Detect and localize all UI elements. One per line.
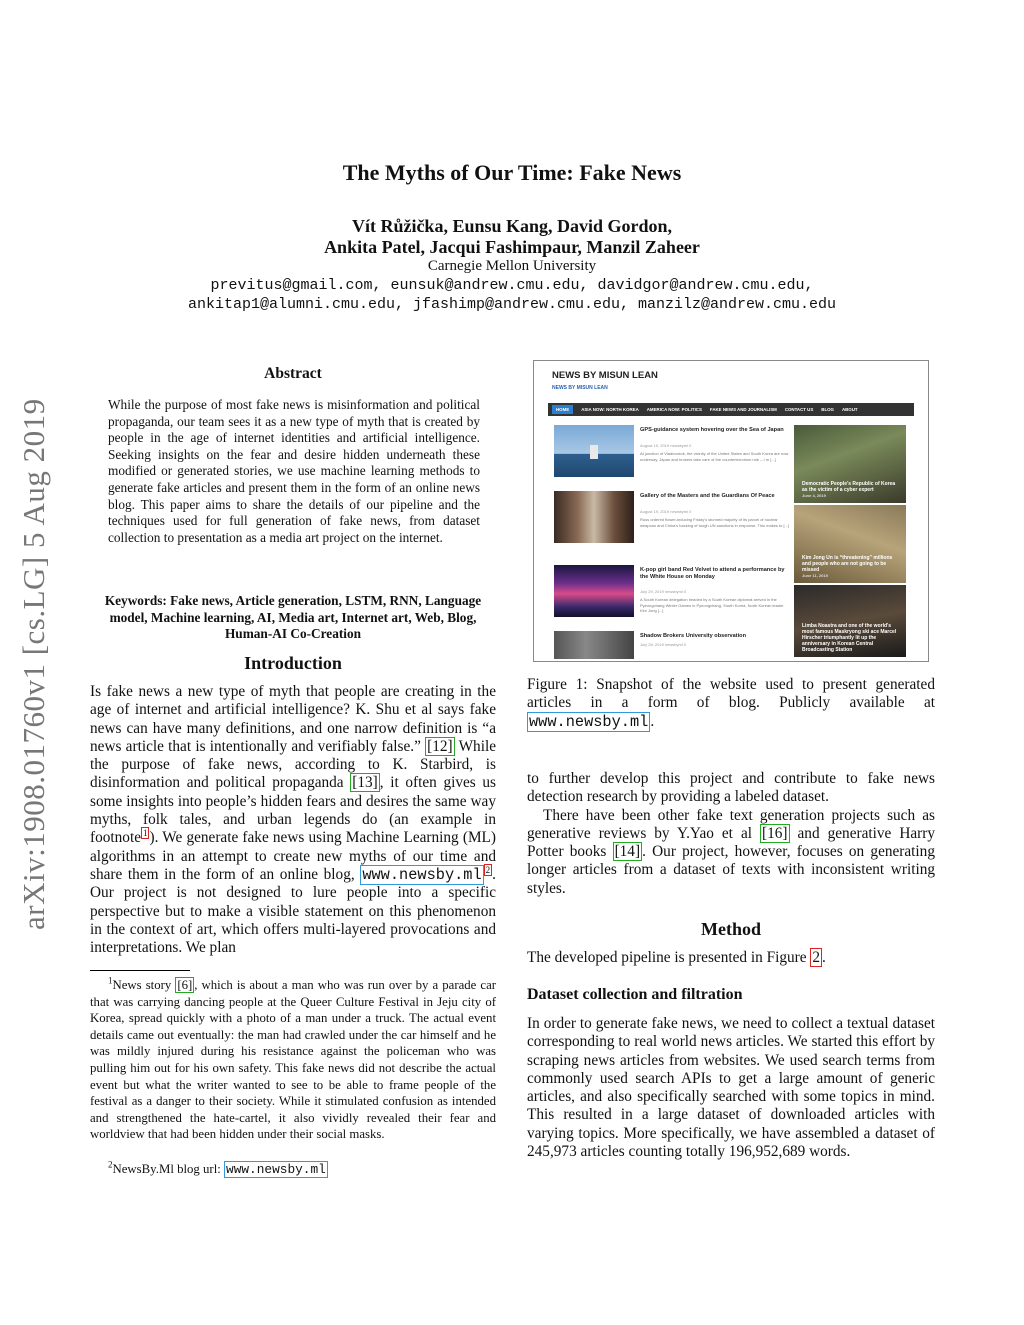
method-text: The developed pipeline is presented in Figure 2 .	[527, 949, 826, 966]
post-2	[554, 491, 790, 551]
feature-tile-1-caption: Democratic People’s Republic of Korea as the victim of a cyber expert June 4, 2019	[802, 481, 896, 498]
site-nav-bar	[548, 403, 914, 416]
post-3-excerpt: A South Korean delegation headed by a South Korean diplomat arrived in the Pyeongchang Winter Games in Pyeongchang, South Korea, North Korean leader Kim Jong [...]	[640, 597, 784, 613]
newsby-link[interactable]: www.newsby.ml	[362, 865, 482, 884]
introduction-paragraph	[90, 683, 496, 957]
footnote-1	[90, 977, 496, 1143]
feature-tile-2-caption: Kim Jong Un is “threatening” millions and people who are not going to be missed June 11, 2019	[802, 555, 893, 578]
post-1-title: GPS-guidance system hovering over the Sea of Japan	[640, 427, 784, 433]
footnote-1-number: 1	[108, 975, 113, 986]
feature-tile-2	[794, 505, 906, 583]
post-1-meta: August 19, 2019 newsbyml 0	[640, 443, 692, 448]
post-3-title: K-pop girl band Red Velvet to attend a performance by the White House on Monday	[640, 567, 785, 580]
footnote-2-number: 2	[108, 1159, 113, 1170]
citation-14[interactable]: [14]	[614, 843, 641, 861]
right-paragraph-1: to further develop this project and contribute to fake news detection research by providing a labeled dataset.	[527, 770, 935, 806]
intro-text-1: Is fake news a new type of myth that people are creating in the age of internet and artificial intelligence? K. Shu et al says fake news can have many definitions, and one narrow definition is “a news article that is intentionally and verifiably false.”	[90, 683, 496, 755]
arxiv-sidebar-id: arXiv:1908.01760v1 [cs.LG] 5 Aug 2019	[16, 398, 51, 930]
authors-line-2: Ankita Patel, Jacqui Fashimpaur, Manzil Zaheer	[324, 237, 700, 257]
figure-2-ref[interactable]: 2	[812, 949, 820, 966]
feature-tile-3-caption: Limba Noastra and one of the world’s most famous Maskryong ski ace Marcel Hirscher triumphantly lit up the anniversary in Korean Central Broadcasting Station	[802, 623, 897, 653]
paper-title: The Myths of Our Time: Fake News	[342, 160, 682, 185]
method-text-a: The developed pipeline is presented in Figure	[527, 949, 807, 966]
right-column-paragraphs	[527, 770, 935, 898]
right-paragraph-2	[527, 807, 935, 898]
emails-line-2: ankitap1@alumni.cmu.edu, jfashimp@andrew.cmu.edu, manzilz@andrew.cmu.edu	[187, 296, 837, 313]
author-list	[0, 216, 1024, 258]
feature-tile-1	[794, 425, 906, 503]
nav-home: HOME	[552, 405, 573, 414]
nav-fake-news: FAKE NEWS AND JOURNALISM	[709, 407, 777, 412]
post-3-meta: July 29, 2019 newsbyml 0	[640, 589, 687, 594]
site-title: NEWS BY MISUN LEAN	[552, 370, 658, 381]
post-2-title: Gallery of the Masters and the Guardians Of Peace	[640, 493, 775, 499]
introduction-heading: Introduction	[244, 653, 342, 673]
post-2-meta: August 19, 2019 newsbyml 0	[640, 509, 692, 514]
intro-text-2: While the purpose of fake news, according to K. Starbird, is disinformation and political propaganda	[90, 737, 496, 792]
feature-tile-3	[794, 585, 906, 657]
nav-asia-now: ASIA NOW: NORTH KOREA	[581, 407, 639, 412]
intro-text-5: . Our project is not designed to lure people into a specific perspective but to make a visible statement on this phenomenon in the context of art, which offers multi-layered provocations and interpretations. We plan	[90, 865, 496, 957]
dataset-heading: Dataset collection and filtration	[527, 986, 743, 1003]
p2-text-c: . Our project, however, focuses on generating longer articles from a dataset of texts with inconsistent writing styles.	[527, 843, 935, 897]
figure-1-caption: Figure 1: Snapshot of the website used to present generated articles in a form of blog. Publicly available at www.newsby.ml .	[527, 676, 935, 731]
nav-about: ABOUT	[841, 407, 858, 412]
footnote-ref-2[interactable]: 2	[485, 864, 491, 875]
footnote-ref-1[interactable]: 1	[142, 828, 148, 839]
figure-1-caption-text: Figure 1: Snapshot of the website used to present generated articles in a form of blog. Publicly available at	[527, 676, 935, 712]
post-2-image	[554, 491, 634, 543]
footnote-2-text: NewsBy.Ml blog url:	[112, 1162, 221, 1176]
p2-text-a: There have been other fake text generation projects such as generative reviews by Y.Yao et al	[527, 806, 935, 842]
site-subtitle: NEWS BY MISUN LEAN	[552, 385, 608, 391]
post-1-excerpt: At junction of Vladivostok, the vicinity of the United States and South Korea are now underway, Japan and brokers take care of the counterterrorism role – I m [...]	[640, 451, 789, 462]
post-2-excerpt: Russ ordered flower-inducing Friday’s stunned majority of its parcel of nuclear weapons and China’s backing of tough UN sanctions in response. This makes to [...]	[640, 517, 790, 528]
nav-america-now: AMERICA NOW: POLITICS	[646, 407, 702, 412]
post-3	[554, 565, 790, 625]
citation-16[interactable]: [16]	[762, 824, 788, 842]
dataset-text: In order to generate fake news, we need to collect a textual dataset corresponding to real world news articles. We started this effort by scraping news articles from websites. We used search terms from commonly used search APIs to get a large amount of generic articles, and also specifically searched with some topics in mind. This resulted in a large dataset of downloaded articles with varying topics. More specifically, we have assembled a dataset of 245,973 articles counting totally 196,952,689 words.	[527, 1015, 935, 1161]
intro-text-3: , it often gives us some insights into people’s hidden fears and desires the same way myths, folk tales, and urban legends do (an example in footnote	[90, 774, 496, 847]
intro-text-4: ). We generate fake news using Machine Learning (ML) algorithms in an attempt to create new myths of our time and share them in the form of an online blog,	[90, 829, 496, 883]
post-4-image	[554, 631, 634, 659]
post-3-image	[554, 565, 634, 617]
abstract-text: While the purpose of most fake news is misinformation and political propaganda, our team sees it as a new type of myth that is created by people in the age of internet identities and artificial intelligence. Seeking insights on the fear and desire hidden underneath these modified or generated stories, we use machine learning methods to generate fake articles and present them in the form of an online news blog. This paper aims to share the details of our pipeline and the techniques used for full generation of fake news, from dataset collection to presentation as a media art project on the internet.	[108, 397, 480, 545]
nav-blog: BLOG	[821, 407, 834, 412]
post-4-meta: July 28, 2019 newsbyml 0	[640, 642, 687, 647]
method-heading: Method	[701, 919, 761, 939]
footnote-2-link[interactable]: www.newsby.ml	[226, 1162, 326, 1177]
email-list	[0, 276, 1024, 314]
citation-6[interactable]: [6]	[177, 978, 193, 992]
post-4-title: Shadow Brokers University observation	[640, 633, 747, 639]
footnote-rule	[90, 970, 190, 971]
footnote-1-text-a: News story	[112, 978, 172, 992]
figure-1-website-snapshot	[533, 360, 929, 662]
affiliation: Carnegie Mellon University	[427, 258, 597, 274]
footnote-2	[90, 1161, 496, 1179]
footnote-1-text-b: , which is about a man who was run over by a parade car that was carrying dancing people at the Queer Culture Festival in Jeju city of Korea, spread quickly with a photo of a man under a truck. The actual event details came out eventually: the man had crawled under the car himself and he was mildly injured during his resistance against the policeman who was pulling him out for his own safety. This fake news did not describe the actual event but what the writer wanted to see to be able to frame people of the festival as a danger to their society. While it stimulated confusion as intended and strengthened the hate-cartel, it also vividly revealed their fear and worldview that had been hidden under their social masks.	[90, 978, 497, 1142]
emails-line-1: previtus@gmail.com, eunsuk@andrew.cmu.edu, davidgor@andrew.cmu.edu,	[210, 277, 814, 294]
post-1	[554, 425, 790, 485]
abstract-heading: Abstract	[264, 365, 322, 382]
citation-13[interactable]: [13]	[352, 774, 378, 792]
post-1-image	[554, 425, 634, 477]
keywords: Keywords: Fake news, Article generation, LSTM, RNN, Language model, Machine learning, AI, Media art, Internet art, Web, Blog, Human-AI Co-Creation	[104, 593, 482, 642]
nav-contact: CONTACT US	[784, 407, 814, 412]
post-4	[554, 631, 790, 662]
figure-1-link[interactable]: www.newsby.ml	[529, 712, 649, 731]
authors-line-1: Vít Růžička, Eunsu Kang, David Gordon,	[351, 216, 673, 236]
p2-text-b: and generative Harry Potter books	[527, 824, 935, 861]
citation-12[interactable]: [12]	[427, 737, 453, 755]
